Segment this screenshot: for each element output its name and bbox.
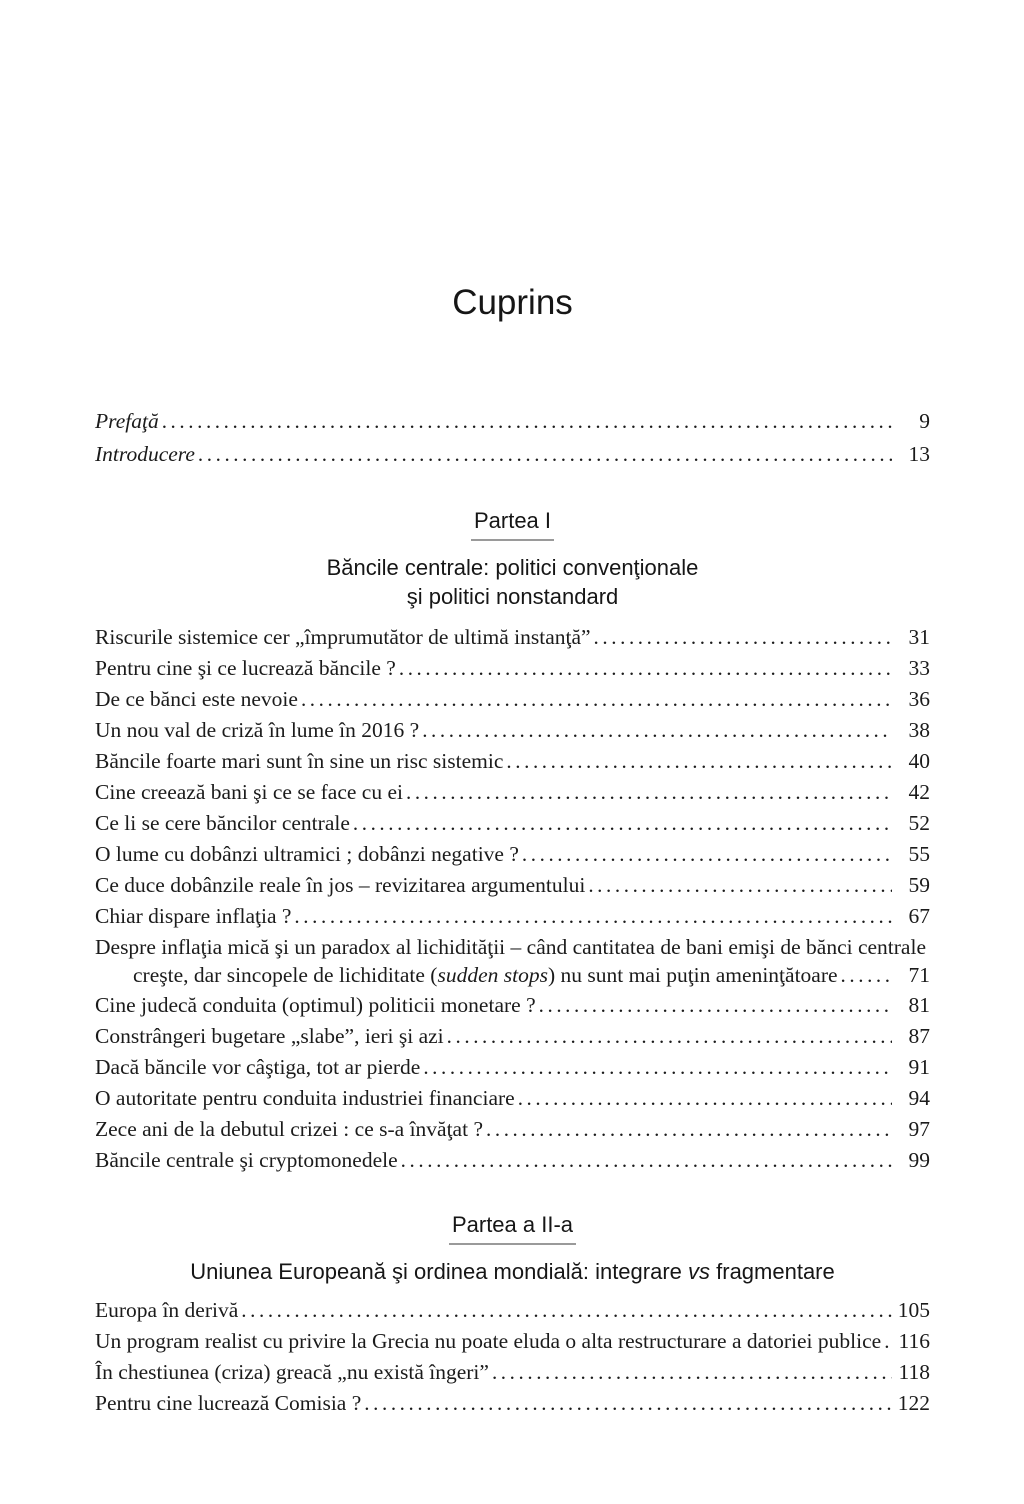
- part1-subtitle-line1: Băncile centrale: politici convenţionale: [326, 555, 699, 580]
- toc-entry-title: În chestiunea (criza) greacă „nu există îngeri”: [95, 1360, 489, 1384]
- page-title: Cuprins: [452, 283, 573, 322]
- toc-entry: [95, 625, 930, 656]
- part1-heading-text: Partea I: [471, 508, 554, 541]
- toc-entry-page: 118: [898, 1360, 930, 1384]
- toc-entry-title: Băncile foarte mari sunt în sine un risc sistemic: [95, 749, 504, 773]
- toc-entry-page: 97: [908, 1117, 930, 1141]
- part2-entries: [95, 1298, 930, 1422]
- toc-entry: [95, 842, 930, 873]
- leader-dots: [423, 1055, 892, 1080]
- toc-entry-title: Cine creează bani şi ce se face cu ei: [95, 780, 403, 804]
- part2-heading: [95, 1212, 930, 1245]
- leader-dots: [422, 718, 892, 743]
- toc-entry: [95, 780, 930, 811]
- toc-entry-page: 116: [898, 1329, 930, 1353]
- toc-entry-page: 13: [908, 442, 930, 466]
- toc-entry-wrapped-line2: [95, 963, 930, 993]
- leader-dots: [522, 842, 892, 867]
- toc-entry-page: 99: [908, 1148, 930, 1172]
- toc-entry-title: Un program realist cu privire la Grecia nu poate eluda o alta restructurare a datoriei publice: [95, 1329, 882, 1353]
- toc-entry: [95, 1086, 930, 1117]
- toc-entry-page: 67: [908, 904, 930, 928]
- toc-entry-title: Cine judecă conduita (optimul) politicii monetare ?: [95, 993, 536, 1017]
- leader-dots: [492, 1360, 892, 1385]
- toc-entry-page: 91: [908, 1055, 930, 1079]
- toc-entry: [95, 656, 930, 687]
- toc-entry-title: O autoritate pentru conduita industriei financiare: [95, 1086, 515, 1110]
- toc-entry-title: Riscurile sistemice cer „împrumutător de ultimă instanţă”: [95, 625, 591, 649]
- part2-heading-text: Partea a II-a: [449, 1212, 576, 1245]
- part2-subtitle-part: fragmentare: [710, 1259, 835, 1284]
- toc-entry: [95, 873, 930, 904]
- toc-entry: [95, 811, 930, 842]
- part2-subtitle-part: Uniunea Europeană şi ordinea mondială: integrare: [190, 1259, 689, 1284]
- toc-entry-page: 59: [908, 873, 930, 897]
- toc-entry-page: 55: [908, 842, 930, 866]
- toc-entry-title: Pentru cine lucrează Comisia ?: [95, 1391, 362, 1415]
- toc-entry: [95, 1055, 930, 1086]
- toc-entry-page: 105: [897, 1298, 930, 1322]
- toc-entry-page: 33: [908, 656, 930, 680]
- leader-dots: [401, 1148, 892, 1173]
- toc-entry-title: [133, 963, 838, 988]
- part1-heading: [95, 508, 930, 541]
- leader-dots: [486, 1117, 892, 1142]
- front-matter-section: [95, 409, 930, 475]
- toc-entry: [95, 409, 930, 442]
- leader-dots: [884, 1329, 892, 1354]
- leader-dots: [447, 1024, 892, 1049]
- toc-entry: [95, 993, 930, 1024]
- toc-entry: [95, 1148, 930, 1179]
- toc-entry-title: Ce li se cere băncilor centrale: [95, 811, 350, 835]
- toc-entry-page: 122: [897, 1391, 930, 1415]
- toc-entry-title-italic: sudden stops: [437, 963, 548, 987]
- toc-entry: [95, 1360, 930, 1391]
- part2-section: [95, 1212, 930, 1422]
- part1-entries: [95, 625, 930, 1179]
- leader-dots: [241, 1298, 892, 1323]
- toc-entry-page: 71: [908, 963, 930, 987]
- toc-entry: [95, 442, 930, 475]
- toc-entry-page: 52: [908, 811, 930, 835]
- toc-entry: [95, 1024, 930, 1055]
- toc-entry-title: Introducere: [95, 442, 195, 466]
- leader-dots: [406, 780, 892, 805]
- toc-entry: [95, 1329, 930, 1360]
- toc-entry-title: Prefaţă: [95, 409, 159, 433]
- toc-entry-title: De ce bănci este nevoie: [95, 687, 298, 711]
- leader-dots: [353, 811, 892, 836]
- toc-entry-title: Dacă băncile vor câştiga, tot ar pierde: [95, 1055, 421, 1079]
- toc-entry-page: 9: [919, 409, 930, 433]
- toc-entry: [95, 1391, 930, 1422]
- toc-entry-title: Europa în derivă: [95, 1298, 239, 1322]
- leader-dots: [506, 749, 892, 774]
- toc-entry-page: 31: [908, 625, 930, 649]
- leader-dots: [364, 1391, 892, 1416]
- leader-dots: [162, 409, 892, 434]
- leader-dots: [594, 625, 892, 650]
- toc-entry-title-part: ) nu sunt mai puţin ameninţătoare: [547, 963, 838, 987]
- toc-entry: [95, 1298, 930, 1329]
- toc-entry: [95, 718, 930, 749]
- toc-entry: [95, 687, 930, 718]
- part1-subtitle: [95, 553, 930, 611]
- part2-subtitle-italic: vs: [688, 1259, 711, 1284]
- toc-entry-title: Pentru cine şi ce lucrează băncile ?: [95, 656, 396, 680]
- toc-entry: [95, 749, 930, 780]
- toc-entry-title: Chiar dispare inflaţia ?: [95, 904, 292, 928]
- toc-entry-title: Un nou val de criză în lume în 2016 ?: [95, 718, 420, 742]
- toc-entry-title: O lume cu dobânzi ultramici ; dobânzi negative ?: [95, 842, 519, 866]
- leader-dots: [301, 687, 892, 712]
- toc-entry-page: 36: [908, 687, 930, 711]
- toc-entry-page: 42: [908, 780, 930, 804]
- toc-entry-page: 94: [908, 1086, 930, 1110]
- toc-entry: [95, 904, 930, 935]
- part2-subtitle: [95, 1257, 930, 1286]
- toc-entry-page: 81: [908, 993, 930, 1017]
- toc-entry-title-part: creşte, dar sincopele de lichiditate (: [133, 963, 438, 987]
- part1-subtitle-line2: şi politici nonstandard: [406, 584, 619, 609]
- leader-dots: [841, 963, 892, 988]
- toc-entry-title: Ce duce dobânzile reale în jos – revizitarea argumentului: [95, 873, 586, 897]
- leader-dots: [294, 904, 892, 929]
- toc-entry-page: 87: [908, 1024, 930, 1048]
- toc-entry-title: Zece ani de la debutul crizei : ce s-a învăţat ?: [95, 1117, 483, 1141]
- leader-dots: [518, 1086, 892, 1111]
- toc-entry-wrapped-line1: [95, 935, 930, 963]
- toc-entry: [95, 1117, 930, 1148]
- leader-dots: [399, 656, 892, 681]
- toc-entry-title: Despre inflaţia mică şi un paradox al lichidităţii – când cantitatea de bani emişi de bănci centrale: [95, 935, 926, 959]
- leader-dots: [539, 993, 892, 1018]
- leader-dots: [198, 442, 892, 467]
- toc-entry-title: Băncile centrale şi cryptomonedele: [95, 1148, 398, 1172]
- leader-dots: [588, 873, 892, 898]
- toc-entry-page: 40: [908, 749, 930, 773]
- toc-entry-title: Constrângeri bugetare „slabe”, ieri şi azi: [95, 1024, 444, 1048]
- toc-entry-page: 38: [908, 718, 930, 742]
